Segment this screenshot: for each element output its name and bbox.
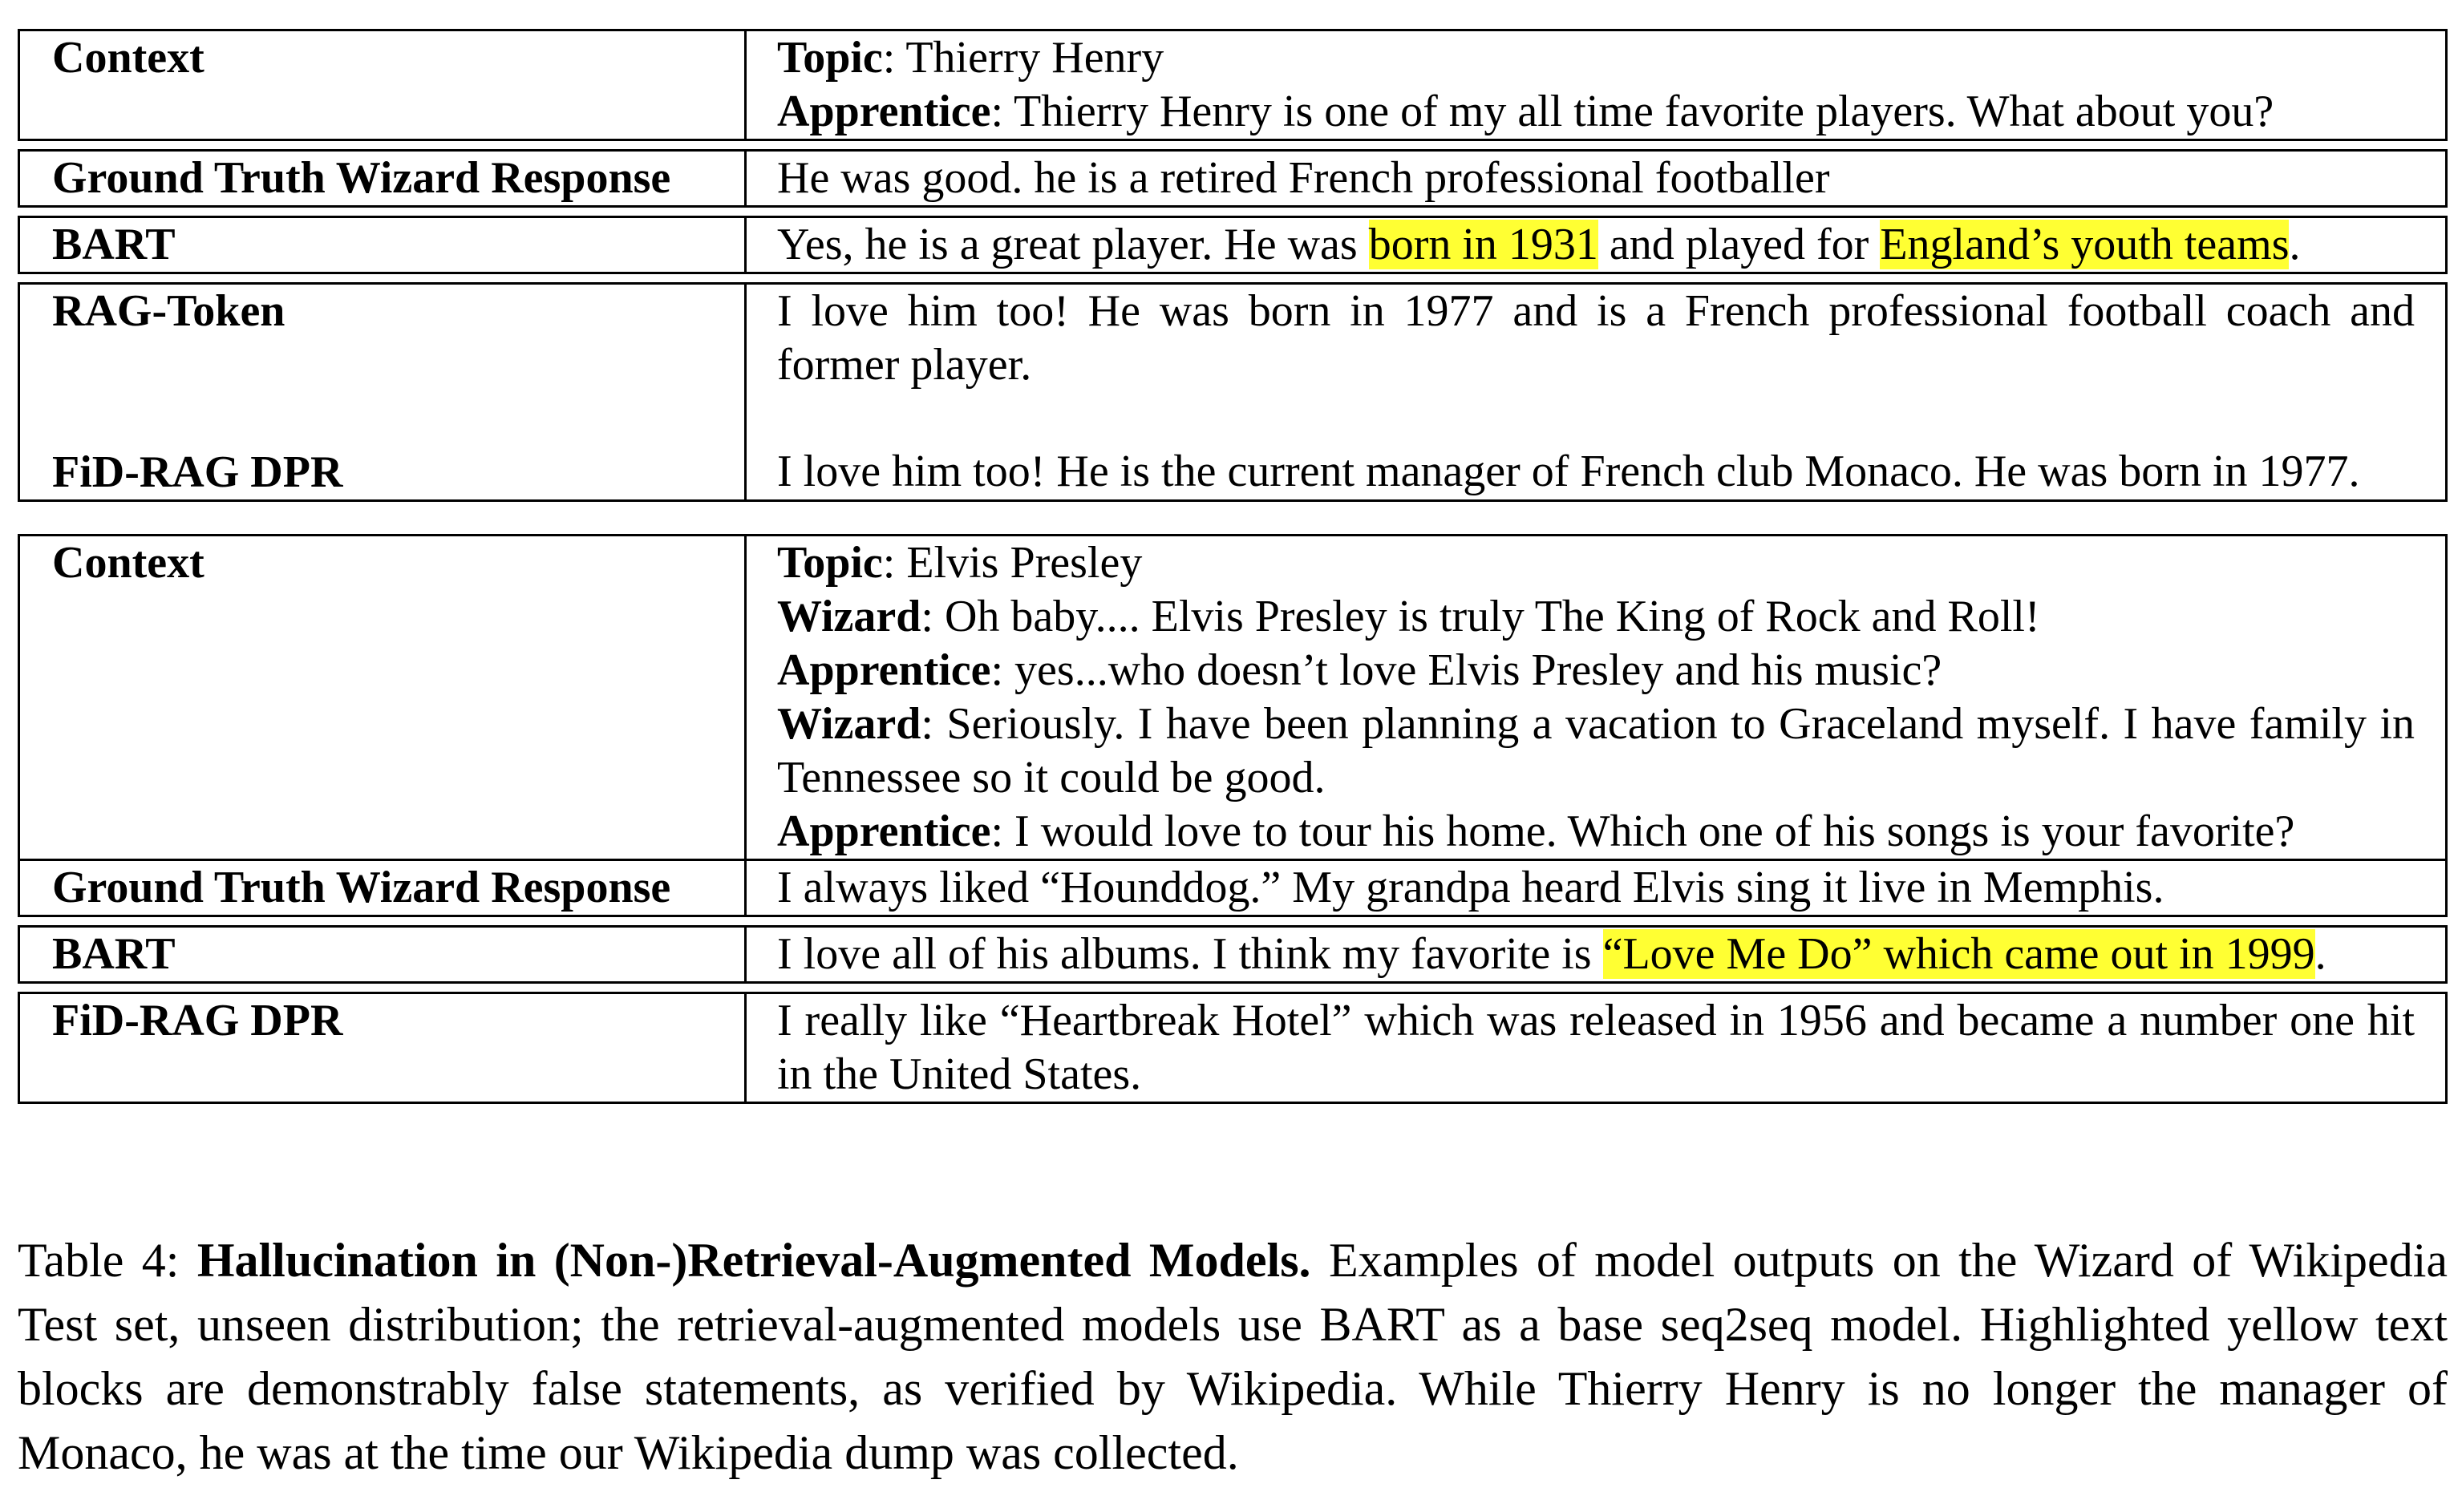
apprentice-value: : Thierry Henry is one of my all time favorite players. What about you? [990,87,2274,136]
bart-text-post: . [2314,929,2326,979]
fid-rag-text: I love him too! He is the current manager of French club Monaco. He was born in 1977. [777,447,2360,496]
ground-truth-label: Ground Truth Wizard Response [20,152,747,205]
speaker: Wizard [777,592,921,641]
bart-text-mid: and played for [1597,220,1881,269]
context-text [747,31,2445,139]
topic-value: : Thierry Henry [882,33,1164,83]
turn-text: : I would love to tour his home. Which one of his songs is your favorite? [990,807,2295,856]
bart-text-pre: Yes, he is a great player. He was [777,220,1369,269]
example1-context-row [18,29,2448,141]
apprentice-line [777,85,2415,139]
topic-line [777,536,2415,590]
example1-retrieval-row [18,282,2448,502]
retrieval-texts [747,285,2445,499]
dialogue-turn [777,590,2415,644]
bart-text-pre: I love all of his albums. I think my favorite is [777,929,1603,979]
dialogue-turn [777,697,2415,805]
topic-line [777,31,2415,85]
example2-bart-row [18,925,2448,984]
bart-highlight-false: “Love Me Do” which came out in 1999 [1602,929,2315,979]
ground-truth-label: Ground Truth Wizard Response [20,861,747,915]
fid-rag-text: I really like “Heartbreak Hotel” which was released in 1956 and became a number one hit in the United States. [777,996,2415,1099]
speaker: Apprentice [777,807,991,856]
example2-context-row [18,534,2448,861]
example2-ground-truth-row [18,861,2448,917]
retrieval-labels [20,285,747,499]
turn-text: : Seriously. I have been planning a vacation to Graceland myself. I have family in Tennessee so it could be good. [777,699,2415,802]
context-label: Context [20,31,747,139]
table-caption [18,1228,2448,1485]
dialogue-turn [777,644,2415,697]
example1-ground-truth-row [18,149,2448,208]
fid-rag-label: FiD-RAG DPR [20,994,747,1102]
bart-text [747,928,2445,981]
topic-value: : Elvis Presley [882,538,1143,588]
bart-text [747,218,2445,272]
example1-bart-row [18,216,2448,274]
turn-text: : Oh baby.... Elvis Presley is truly The King of Rock and Roll! [921,592,2040,641]
caption-body: Examples of model outputs on the Wizard of Wikipedia Test set, unseen distribution; the retrieval-augmented models use BART as a base seq2seq model. Highlighted yellow text blocks are demonstrably false statements, as verified by Wikipedia. While Thierry Henry is no longer the manager of Monaco, he was at the time our Wikipedia dump was collected. [18,1234,2448,1479]
fid-rag-label: FiD-RAG DPR [52,447,343,497]
bart-highlight-false-2: England’s youth teams [1880,220,2290,269]
apprentice-key: Apprentice [777,87,991,136]
example-separator [18,510,2448,534]
example2-fid-row [18,992,2448,1104]
topic-key: Topic [777,538,883,588]
hallucination-table [18,29,2448,1112]
speaker: Wizard [777,699,921,749]
caption-title: Hallucination in (Non-)Retrieval-Augmented Models. [196,1234,1311,1287]
context-label: Context [20,536,747,859]
bart-label: BART [20,928,747,981]
bart-text-post: . [2289,220,2301,269]
rag-token-text: I love him too! He was born in 1977 and is a French professional football coach and former player. [777,286,2415,390]
caption-prefix: Table 4: [18,1234,197,1287]
bart-highlight-false-1: born in 1931 [1368,220,1598,269]
bart-label: BART [20,218,747,272]
ground-truth-text: I always liked “Hounddog.” My grandpa heard Elvis sing it live in Memphis. [777,863,2164,912]
ground-truth-text: He was good. he is a retired French professional footballer [777,153,1830,203]
dialogue-turn [777,805,2415,859]
rag-token-label: RAG-Token [52,286,285,336]
context-text [747,536,2445,859]
speaker: Apprentice [777,645,991,695]
turn-text: : yes...who doesn’t love Elvis Presley and his music? [990,645,1942,695]
topic-key: Topic [777,33,883,83]
